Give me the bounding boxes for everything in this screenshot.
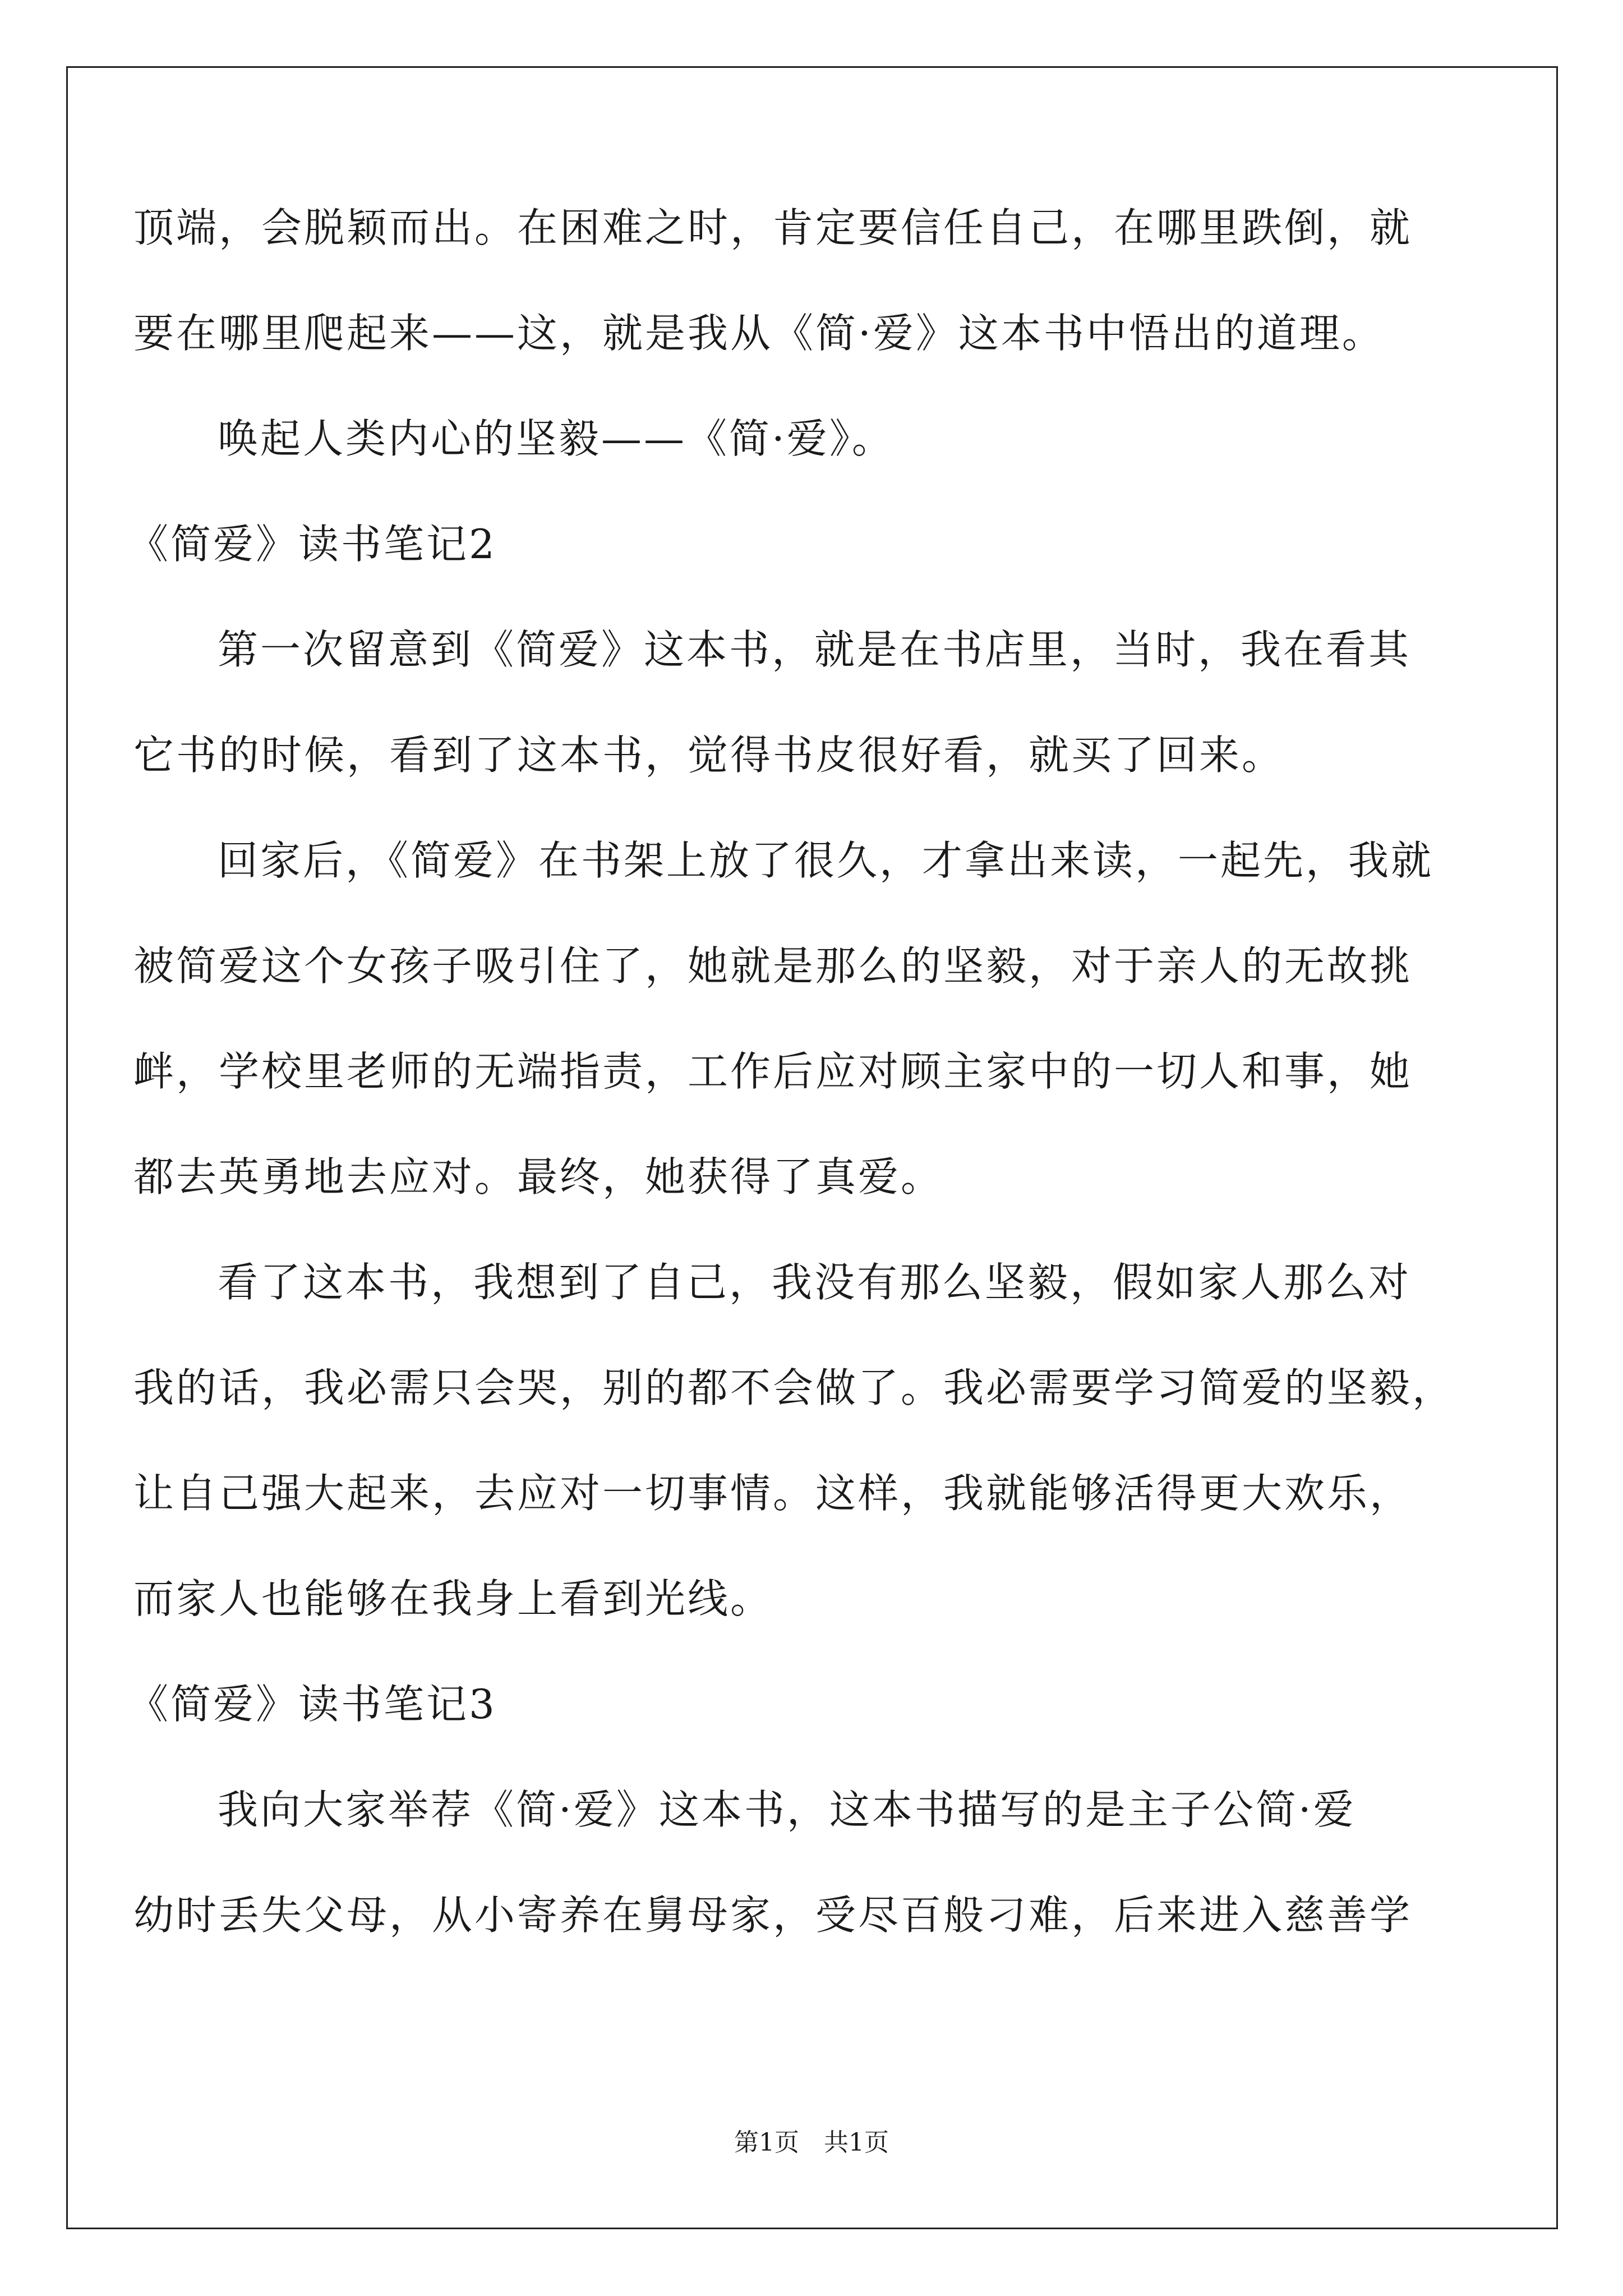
paragraph-line: 衅，学校里老师的无端指责，工作后应对顾主家中的一切人和事，她 <box>133 1048 1413 1095</box>
page-number: 第1页 共1页 <box>734 2128 889 2157</box>
paragraph-line: 被简爱这个女孩子吸引住了，她就是那么的坚毅，对于亲人的无故挑 <box>133 942 1413 990</box>
section-heading: 《简爱》读书笔记3 <box>128 1681 497 1728</box>
paragraph-line: 我向大家举荐《简·爱》这本书，这本书描写的是主子公简·爱 <box>218 1786 1356 1833</box>
paragraph-line: 第一次留意到《简爱》这本书，就是在书店里，当时，我在看其 <box>218 626 1412 673</box>
paragraph-line: 顶端，会脱颖而出。在困难之时，肯定要信任自己，在哪里跌倒，就 <box>133 204 1413 251</box>
paragraph-line: 要在哪里爬起来——这，就是我从《简·爱》这本书中悟出的道理。 <box>133 310 1385 357</box>
paragraph-line: 幼时丢失父母，从小寄养在舅母家，受尽百般刁难，后来进入慈善学 <box>133 1892 1413 1939</box>
paragraph-line: 我的话，我必需只会哭，别的都不会做了。我必需要学习简爱的坚毅， <box>133 1364 1455 1411</box>
paragraph-line: 看了这本书，我想到了自己，我没有那么坚毅，假如家人那么对 <box>218 1259 1412 1306</box>
section-heading: 《简爱》读书笔记2 <box>128 521 497 568</box>
paragraph-line: 而家人也能够在我身上看到光线。 <box>133 1575 773 1622</box>
paragraph-line: 回家后，《简爱》在书架上放了很久，才拿出来读，一起先，我就 <box>218 837 1434 884</box>
paragraph-line: 它书的时候，看到了这本书，觉得书皮很好看，就买了回来。 <box>133 731 1285 779</box>
paragraph-line: 唤起人类内心的坚毅——《简·爱》。 <box>218 415 895 462</box>
paragraph-line: 让自己强大起来，去应对一切事情。这样，我就能够活得更大欢乐， <box>133 1470 1413 1517</box>
paragraph-line: 都去英勇地去应对。最终，她获得了真爱。 <box>133 1153 944 1200</box>
